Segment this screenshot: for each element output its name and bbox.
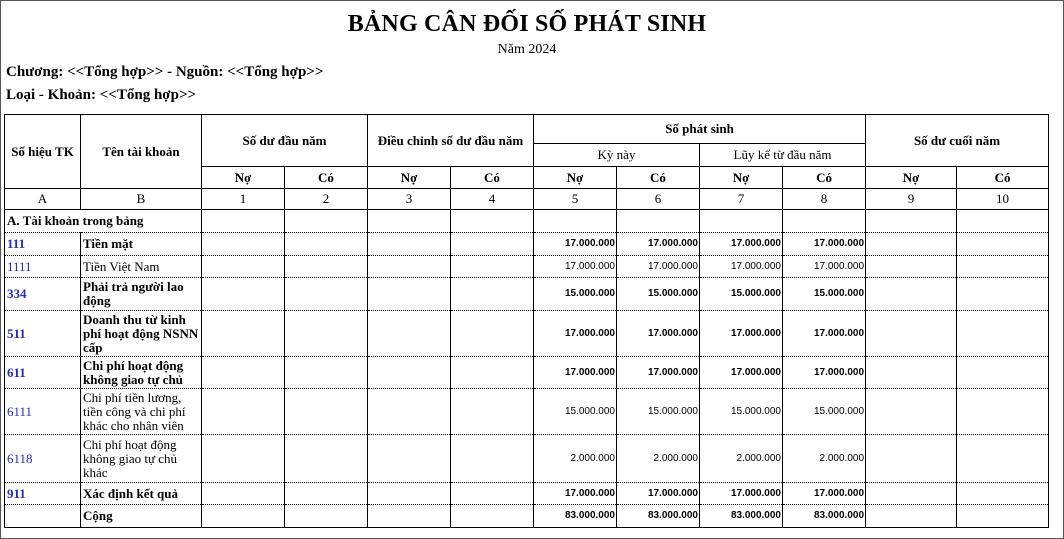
column-code: A (5, 189, 81, 210)
account-code: 6111 (5, 389, 81, 435)
account-code: 1111 (5, 256, 81, 278)
column-code: 10 (957, 189, 1049, 210)
header-closing-balance: Số dư cuối năm (866, 115, 1049, 167)
ytd-credit: 2.000.000 (783, 435, 866, 483)
table-row (5, 357, 1049, 389)
ytd-debit: 15.000.000 (700, 389, 783, 435)
table-row (5, 256, 1049, 278)
account-code: 511 (5, 311, 81, 357)
account-code: 611 (5, 357, 81, 389)
this-period-credit: 15.000.000 (617, 278, 700, 311)
ytd-credit: 17.000.000 (783, 357, 866, 389)
account-code: 111 (5, 233, 81, 256)
account-name: Doanh thu từ kinh phí hoạt động NSNN cấp (81, 311, 202, 357)
section-title: A. Tài khoản trong bảng (5, 210, 202, 233)
ytd-debit: 17.000.000 (700, 357, 783, 389)
this-period-debit: 15.000.000 (534, 278, 617, 311)
table-row (5, 435, 1049, 483)
header-debit: Nợ (368, 167, 451, 189)
column-code: 6 (617, 189, 700, 210)
column-code: 9 (866, 189, 957, 210)
account-code: 334 (5, 278, 81, 311)
this-period-debit: 17.000.000 (534, 256, 617, 278)
account-name: Chi phí tiền lương, tiền công và chi phí khác cho nhân viên (81, 389, 202, 435)
account-name: Chi phí hoạt động không giao tự chủ (81, 357, 202, 389)
ytd-credit: 17.000.000 (783, 256, 866, 278)
ytd-debit: 2.000.000 (700, 435, 783, 483)
this-period-credit: 17.000.000 (617, 233, 700, 256)
column-code: 7 (700, 189, 783, 210)
table-row (5, 233, 1049, 256)
account-name: Tiền Việt Nam (81, 256, 202, 278)
header-debit: Nợ (534, 167, 617, 189)
total-row (5, 505, 1049, 528)
section-row (5, 210, 1049, 233)
account-name: Tiền mặt (81, 233, 202, 256)
ytd-debit: 17.000.000 (700, 233, 783, 256)
account-name: Xác định kết quả (81, 483, 202, 505)
ytd-debit: 17.000.000 (700, 311, 783, 357)
header-arising: Số phát sinh (534, 115, 866, 144)
account-name: Chi phí hoạt động không giao tự chủ khác (81, 435, 202, 483)
ytd-debit: 15.000.000 (700, 278, 783, 311)
this-period-credit: 17.000.000 (617, 311, 700, 357)
table-row (5, 311, 1049, 357)
table-row (5, 483, 1049, 505)
report-year: Năm 2024 (497, 42, 557, 57)
column-code: 1 (202, 189, 285, 210)
ytd-credit: 17.000.000 (783, 483, 866, 505)
this-period-debit: 15.000.000 (534, 389, 617, 435)
account-code: 911 (5, 483, 81, 505)
account-code: 6118 (5, 435, 81, 483)
header-account-name: Tên tài khoản (81, 115, 202, 189)
this-period-credit: 15.000.000 (617, 389, 700, 435)
ytd-credit: 15.000.000 (783, 389, 866, 435)
this-period-debit: 17.000.000 (534, 233, 617, 256)
this-period-debit: 2.000.000 (534, 435, 617, 483)
header-credit: Có (617, 167, 700, 189)
column-code: 8 (783, 189, 866, 210)
this-period-debit: 17.000.000 (534, 357, 617, 389)
table-row (5, 278, 1049, 311)
this-period-credit: 17.000.000 (617, 256, 700, 278)
this-period-credit: 2.000.000 (617, 435, 700, 483)
header-credit: Có (957, 167, 1049, 189)
ytd-credit: 17.000.000 (783, 233, 866, 256)
header-credit: Có (285, 167, 368, 189)
header-year-to-date: Lũy kế từ đầu năm (700, 144, 866, 167)
column-code: 4 (451, 189, 534, 210)
ytd-debit: 17.000.000 (700, 256, 783, 278)
total-this-period-debit: 83.000.000 (534, 505, 617, 528)
total-label: Cộng (81, 505, 202, 528)
header-debit: Nợ (202, 167, 285, 189)
column-code: 5 (534, 189, 617, 210)
total-ytd-credit: 83.000.000 (783, 505, 866, 528)
chapter-source-line: Chương: <<Tổng hợp>> - Nguồn: <<Tổng hợp>> (6, 64, 324, 80)
ytd-credit: 15.000.000 (783, 278, 866, 311)
this-period-credit: 17.000.000 (617, 483, 700, 505)
this-period-debit: 17.000.000 (534, 483, 617, 505)
total-ytd-debit: 83.000.000 (700, 505, 783, 528)
header-debit: Nợ (700, 167, 783, 189)
ytd-debit: 17.000.000 (700, 483, 783, 505)
header-credit: Có (451, 167, 534, 189)
type-item-line: Loại - Khoản: <<Tổng hợp>> (6, 87, 197, 103)
account-name: Phải trả người lao động (81, 278, 202, 311)
header-opening-adjustment: Điều chỉnh số dư đầu năm (368, 115, 534, 167)
this-period-debit: 17.000.000 (534, 311, 617, 357)
trial-balance-table (4, 114, 1049, 528)
ytd-credit: 17.000.000 (783, 311, 866, 357)
header-opening-balance: Số dư đầu năm (202, 115, 368, 167)
column-code: B (81, 189, 202, 210)
table-row (5, 389, 1049, 435)
column-code: 3 (368, 189, 451, 210)
column-code: 2 (285, 189, 368, 210)
header-this-period: Kỳ này (534, 144, 700, 167)
this-period-credit: 17.000.000 (617, 357, 700, 389)
header-credit: Có (783, 167, 866, 189)
report-title: BẢNG CÂN ĐỐI SỐ PHÁT SINH (347, 11, 707, 37)
header-debit: Nợ (866, 167, 957, 189)
total-this-period-credit: 83.000.000 (617, 505, 700, 528)
header-account-no: Số hiệu TK (5, 115, 81, 189)
